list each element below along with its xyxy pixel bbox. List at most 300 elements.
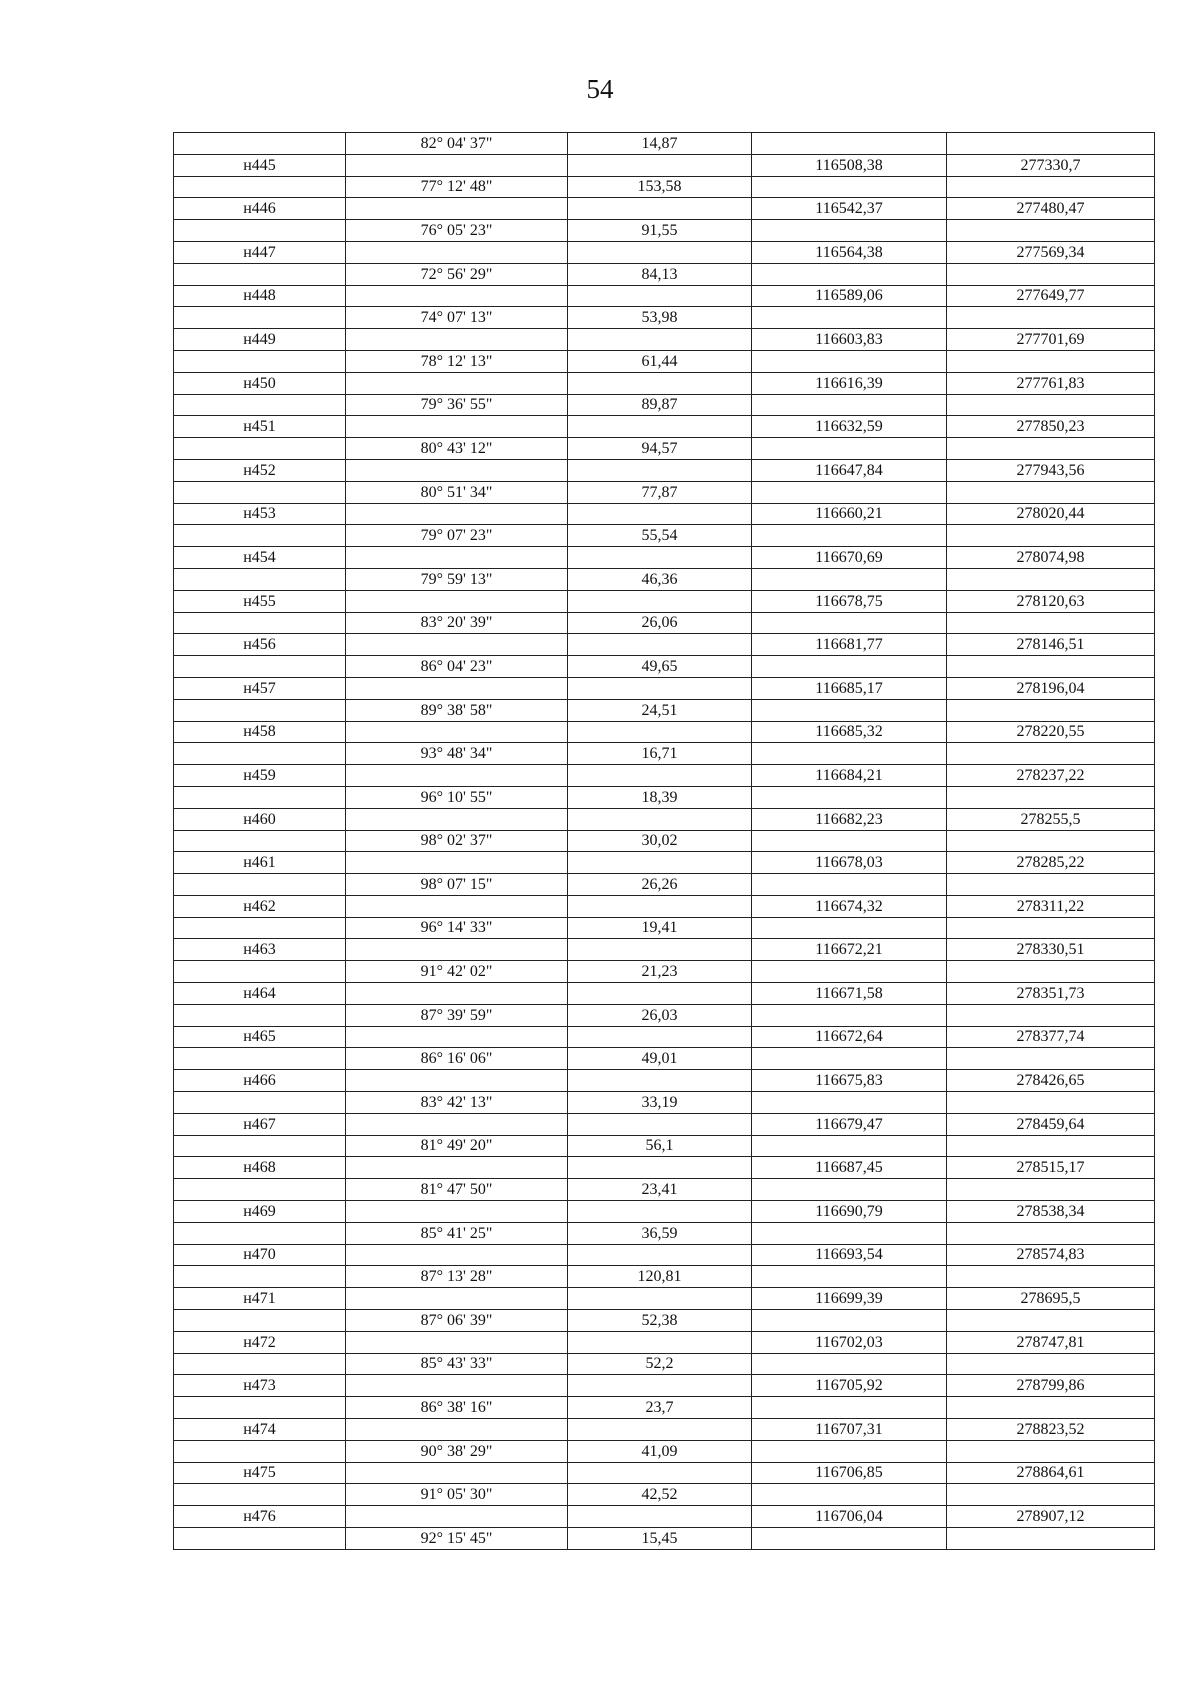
point-id-cell: н459 — [174, 765, 346, 787]
y-coordinate-cell: 278459,64 — [947, 1113, 1155, 1135]
x-coordinate-cell: 116679,47 — [752, 1113, 947, 1135]
distance-cell: 52,38 — [568, 1310, 752, 1332]
y-coordinate-cell: 278330,51 — [947, 939, 1155, 961]
distance-cell: 41,09 — [568, 1440, 752, 1462]
distance-cell — [568, 1157, 752, 1179]
y-coordinate-cell — [947, 394, 1155, 416]
point-id-cell: н451 — [174, 416, 346, 438]
x-coordinate-cell — [752, 786, 947, 808]
table-row — [174, 241, 1155, 263]
distance-cell — [568, 590, 752, 612]
direction-angle-cell — [346, 154, 568, 176]
x-coordinate-cell — [752, 1222, 947, 1244]
distance-cell: 18,39 — [568, 786, 752, 808]
point-id-cell — [174, 220, 346, 242]
direction-angle-cell: 79° 59' 13" — [346, 568, 568, 590]
y-coordinate-cell — [947, 874, 1155, 896]
direction-angle-cell — [346, 852, 568, 874]
point-id-cell — [174, 1310, 346, 1332]
distance-cell: 55,54 — [568, 525, 752, 547]
table-row — [174, 1462, 1155, 1484]
table-row — [174, 1288, 1155, 1310]
direction-angle-cell — [346, 1070, 568, 1092]
direction-angle-cell: 92° 15' 45" — [346, 1528, 568, 1550]
distance-cell — [568, 547, 752, 569]
point-id-cell — [174, 438, 346, 460]
direction-angle-cell — [346, 1375, 568, 1397]
distance-cell — [568, 372, 752, 394]
point-id-cell: н467 — [174, 1113, 346, 1135]
y-coordinate-cell: 278695,5 — [947, 1288, 1155, 1310]
y-coordinate-cell — [947, 743, 1155, 765]
x-coordinate-cell — [752, 699, 947, 721]
direction-angle-cell: 83° 42' 13" — [346, 1092, 568, 1114]
table-row — [174, 1506, 1155, 1528]
point-id-cell: н457 — [174, 677, 346, 699]
point-id-cell — [174, 917, 346, 939]
table-row — [174, 568, 1155, 590]
table-row — [174, 612, 1155, 634]
point-id-cell: н473 — [174, 1375, 346, 1397]
distance-cell: 14,87 — [568, 133, 752, 155]
x-coordinate-cell — [752, 1310, 947, 1332]
x-coordinate-cell: 116508,38 — [752, 154, 947, 176]
distance-cell: 26,26 — [568, 874, 752, 896]
y-coordinate-cell — [947, 1048, 1155, 1070]
direction-angle-cell — [346, 677, 568, 699]
x-coordinate-cell: 116678,75 — [752, 590, 947, 612]
table-row — [174, 1201, 1155, 1223]
distance-cell — [568, 503, 752, 525]
direction-angle-cell: 91° 42' 02" — [346, 961, 568, 983]
x-coordinate-cell: 116707,31 — [752, 1419, 947, 1441]
y-coordinate-cell — [947, 1310, 1155, 1332]
table-row — [174, 917, 1155, 939]
direction-angle-cell — [346, 372, 568, 394]
table-row — [174, 1026, 1155, 1048]
y-coordinate-cell — [947, 568, 1155, 590]
table-row — [174, 547, 1155, 569]
direction-angle-cell — [346, 503, 568, 525]
table-row — [174, 1440, 1155, 1462]
distance-cell — [568, 1506, 752, 1528]
direction-angle-cell — [346, 1506, 568, 1528]
point-id-cell — [174, 1222, 346, 1244]
distance-cell — [568, 285, 752, 307]
direction-angle-cell: 87° 39' 59" — [346, 1004, 568, 1026]
direction-angle-cell: 76° 05' 23" — [346, 220, 568, 242]
direction-angle-cell — [346, 983, 568, 1005]
point-id-cell — [174, 568, 346, 590]
table-row — [174, 350, 1155, 372]
table-row — [174, 852, 1155, 874]
y-coordinate-cell: 278864,61 — [947, 1462, 1155, 1484]
x-coordinate-cell — [752, 1484, 947, 1506]
x-coordinate-cell — [752, 874, 947, 896]
distance-cell: 94,57 — [568, 438, 752, 460]
x-coordinate-cell: 116705,92 — [752, 1375, 947, 1397]
distance-cell: 49,01 — [568, 1048, 752, 1070]
direction-angle-cell: 86° 16' 06" — [346, 1048, 568, 1070]
point-id-cell — [174, 961, 346, 983]
x-coordinate-cell: 116674,32 — [752, 895, 947, 917]
x-coordinate-cell — [752, 1048, 947, 1070]
x-coordinate-cell: 116564,38 — [752, 241, 947, 263]
table-row — [174, 1092, 1155, 1114]
x-coordinate-cell: 116693,54 — [752, 1244, 947, 1266]
distance-cell — [568, 329, 752, 351]
y-coordinate-cell — [947, 656, 1155, 678]
point-id-cell — [174, 1484, 346, 1506]
y-coordinate-cell: 278574,83 — [947, 1244, 1155, 1266]
y-coordinate-cell: 278426,65 — [947, 1070, 1155, 1092]
y-coordinate-cell: 278351,73 — [947, 983, 1155, 1005]
direction-angle-cell: 87° 13' 28" — [346, 1266, 568, 1288]
x-coordinate-cell — [752, 1353, 947, 1375]
y-coordinate-cell — [947, 133, 1155, 155]
point-id-cell: н471 — [174, 1288, 346, 1310]
direction-angle-cell: 72° 56' 29" — [346, 263, 568, 285]
x-coordinate-cell — [752, 830, 947, 852]
table-row — [174, 1484, 1155, 1506]
point-id-cell — [174, 307, 346, 329]
distance-cell — [568, 1462, 752, 1484]
x-coordinate-cell — [752, 176, 947, 198]
distance-cell: 30,02 — [568, 830, 752, 852]
table-row — [174, 1157, 1155, 1179]
point-id-cell — [174, 1266, 346, 1288]
coordinates-table — [173, 132, 1155, 1550]
x-coordinate-cell: 116672,21 — [752, 939, 947, 961]
direction-angle-cell — [346, 1331, 568, 1353]
table-row — [174, 656, 1155, 678]
y-coordinate-cell — [947, 1004, 1155, 1026]
x-coordinate-cell: 116699,39 — [752, 1288, 947, 1310]
y-coordinate-cell — [947, 786, 1155, 808]
y-coordinate-cell — [947, 1266, 1155, 1288]
x-coordinate-cell — [752, 612, 947, 634]
distance-cell — [568, 1331, 752, 1353]
direction-angle-cell: 98° 07' 15" — [346, 874, 568, 896]
table-row — [174, 961, 1155, 983]
table-row — [174, 1331, 1155, 1353]
point-id-cell — [174, 830, 346, 852]
point-id-cell: н456 — [174, 634, 346, 656]
table-row — [174, 263, 1155, 285]
distance-cell — [568, 634, 752, 656]
point-id-cell: н458 — [174, 721, 346, 743]
x-coordinate-cell — [752, 438, 947, 460]
distance-cell: 84,13 — [568, 263, 752, 285]
distance-cell — [568, 1026, 752, 1048]
distance-cell: 91,55 — [568, 220, 752, 242]
y-coordinate-cell — [947, 1528, 1155, 1550]
distance-cell: 77,87 — [568, 481, 752, 503]
x-coordinate-cell: 116678,03 — [752, 852, 947, 874]
direction-angle-cell — [346, 1201, 568, 1223]
x-coordinate-cell — [752, 350, 947, 372]
table-row — [174, 634, 1155, 656]
y-coordinate-cell — [947, 263, 1155, 285]
y-coordinate-cell — [947, 1353, 1155, 1375]
table-row — [174, 1528, 1155, 1550]
distance-cell — [568, 459, 752, 481]
y-coordinate-cell: 278747,81 — [947, 1331, 1155, 1353]
y-coordinate-cell: 277330,7 — [947, 154, 1155, 176]
x-coordinate-cell — [752, 1528, 947, 1550]
x-coordinate-cell — [752, 1092, 947, 1114]
distance-cell — [568, 677, 752, 699]
y-coordinate-cell — [947, 1484, 1155, 1506]
table-row — [174, 786, 1155, 808]
x-coordinate-cell — [752, 1397, 947, 1419]
x-coordinate-cell: 116685,17 — [752, 677, 947, 699]
direction-angle-cell: 79° 36' 55" — [346, 394, 568, 416]
table-row — [174, 285, 1155, 307]
y-coordinate-cell: 278196,04 — [947, 677, 1155, 699]
x-coordinate-cell — [752, 307, 947, 329]
direction-angle-cell: 96° 14' 33" — [346, 917, 568, 939]
direction-angle-cell: 78° 12' 13" — [346, 350, 568, 372]
point-id-cell — [174, 1440, 346, 1462]
y-coordinate-cell: 278220,55 — [947, 721, 1155, 743]
distance-cell — [568, 1244, 752, 1266]
distance-cell: 89,87 — [568, 394, 752, 416]
distance-cell — [568, 1419, 752, 1441]
y-coordinate-cell: 278120,63 — [947, 590, 1155, 612]
x-coordinate-cell: 116542,37 — [752, 198, 947, 220]
point-id-cell — [174, 1179, 346, 1201]
x-coordinate-cell — [752, 961, 947, 983]
distance-cell — [568, 721, 752, 743]
x-coordinate-cell: 116671,58 — [752, 983, 947, 1005]
y-coordinate-cell: 278799,86 — [947, 1375, 1155, 1397]
distance-cell: 21,23 — [568, 961, 752, 983]
point-id-cell: н463 — [174, 939, 346, 961]
distance-cell — [568, 241, 752, 263]
point-id-cell — [174, 656, 346, 678]
point-id-cell — [174, 786, 346, 808]
distance-cell: 23,7 — [568, 1397, 752, 1419]
table-row — [174, 1419, 1155, 1441]
y-coordinate-cell — [947, 612, 1155, 634]
x-coordinate-cell: 116675,83 — [752, 1070, 947, 1092]
direction-angle-cell: 80° 43' 12" — [346, 438, 568, 460]
direction-angle-cell — [346, 241, 568, 263]
x-coordinate-cell — [752, 1004, 947, 1026]
table-row — [174, 154, 1155, 176]
distance-cell: 15,45 — [568, 1528, 752, 1550]
direction-angle-cell: 96° 10' 55" — [346, 786, 568, 808]
y-coordinate-cell: 277701,69 — [947, 329, 1155, 351]
table-row — [174, 874, 1155, 896]
table-row — [174, 1135, 1155, 1157]
table-row — [174, 133, 1155, 155]
direction-angle-cell: 82° 04' 37" — [346, 133, 568, 155]
distance-cell: 36,59 — [568, 1222, 752, 1244]
table-row — [174, 459, 1155, 481]
table-row — [174, 677, 1155, 699]
point-id-cell: н461 — [174, 852, 346, 874]
y-coordinate-cell — [947, 1135, 1155, 1157]
y-coordinate-cell — [947, 307, 1155, 329]
y-coordinate-cell: 277850,23 — [947, 416, 1155, 438]
point-id-cell: н465 — [174, 1026, 346, 1048]
y-coordinate-cell — [947, 176, 1155, 198]
y-coordinate-cell: 278074,98 — [947, 547, 1155, 569]
point-id-cell: н475 — [174, 1462, 346, 1484]
distance-cell — [568, 1070, 752, 1092]
distance-cell — [568, 765, 752, 787]
table-row — [174, 1353, 1155, 1375]
x-coordinate-cell: 116603,83 — [752, 329, 947, 351]
x-coordinate-cell: 116702,03 — [752, 1331, 947, 1353]
x-coordinate-cell — [752, 1179, 947, 1201]
distance-cell — [568, 154, 752, 176]
table-row — [174, 1113, 1155, 1135]
table-row — [174, 220, 1155, 242]
y-coordinate-cell: 278146,51 — [947, 634, 1155, 656]
distance-cell — [568, 416, 752, 438]
distance-cell: 42,52 — [568, 1484, 752, 1506]
direction-angle-cell — [346, 721, 568, 743]
distance-cell — [568, 808, 752, 830]
x-coordinate-cell — [752, 656, 947, 678]
distance-cell: 153,58 — [568, 176, 752, 198]
direction-angle-cell — [346, 939, 568, 961]
table-row — [174, 1179, 1155, 1201]
x-coordinate-cell: 116690,79 — [752, 1201, 947, 1223]
table-row — [174, 939, 1155, 961]
direction-angle-cell — [346, 1419, 568, 1441]
distance-cell — [568, 1288, 752, 1310]
y-coordinate-cell — [947, 1222, 1155, 1244]
direction-angle-cell: 80° 51' 34" — [346, 481, 568, 503]
x-coordinate-cell: 116685,32 — [752, 721, 947, 743]
y-coordinate-cell — [947, 438, 1155, 460]
table-row — [174, 503, 1155, 525]
direction-angle-cell — [346, 1026, 568, 1048]
x-coordinate-cell: 116647,84 — [752, 459, 947, 481]
y-coordinate-cell — [947, 350, 1155, 372]
distance-cell — [568, 983, 752, 1005]
direction-angle-cell — [346, 765, 568, 787]
distance-cell: 23,41 — [568, 1179, 752, 1201]
direction-angle-cell — [346, 198, 568, 220]
point-id-cell — [174, 612, 346, 634]
distance-cell — [568, 852, 752, 874]
direction-angle-cell: 81° 47' 50" — [346, 1179, 568, 1201]
point-id-cell: н447 — [174, 241, 346, 263]
direction-angle-cell: 74° 07' 13" — [346, 307, 568, 329]
point-id-cell: н449 — [174, 329, 346, 351]
y-coordinate-cell — [947, 917, 1155, 939]
x-coordinate-cell — [752, 917, 947, 939]
table-row — [174, 372, 1155, 394]
y-coordinate-cell: 278377,74 — [947, 1026, 1155, 1048]
distance-cell: 16,71 — [568, 743, 752, 765]
table-row — [174, 721, 1155, 743]
point-id-cell: н445 — [174, 154, 346, 176]
table-row — [174, 416, 1155, 438]
y-coordinate-cell: 278907,12 — [947, 1506, 1155, 1528]
direction-angle-cell: 86° 04' 23" — [346, 656, 568, 678]
y-coordinate-cell: 278538,34 — [947, 1201, 1155, 1223]
y-coordinate-cell: 278255,5 — [947, 808, 1155, 830]
point-id-cell: н446 — [174, 198, 346, 220]
distance-cell — [568, 895, 752, 917]
x-coordinate-cell: 116589,06 — [752, 285, 947, 307]
point-id-cell: н460 — [174, 808, 346, 830]
table-row — [174, 743, 1155, 765]
table-row — [174, 1004, 1155, 1026]
y-coordinate-cell — [947, 830, 1155, 852]
table-row — [174, 699, 1155, 721]
direction-angle-cell: 83° 20' 39" — [346, 612, 568, 634]
direction-angle-cell — [346, 1157, 568, 1179]
point-id-cell: н476 — [174, 1506, 346, 1528]
y-coordinate-cell: 277943,56 — [947, 459, 1155, 481]
point-id-cell: н470 — [174, 1244, 346, 1266]
direction-angle-cell: 81° 49' 20" — [346, 1135, 568, 1157]
direction-angle-cell: 93° 48' 34" — [346, 743, 568, 765]
distance-cell — [568, 198, 752, 220]
distance-cell — [568, 939, 752, 961]
table-row — [174, 481, 1155, 503]
point-id-cell: н455 — [174, 590, 346, 612]
table-row — [174, 1310, 1155, 1332]
point-id-cell: н448 — [174, 285, 346, 307]
point-id-cell: н466 — [174, 1070, 346, 1092]
direction-angle-cell — [346, 634, 568, 656]
point-id-cell — [174, 1397, 346, 1419]
distance-cell: 52,2 — [568, 1353, 752, 1375]
distance-cell: 26,03 — [568, 1004, 752, 1026]
direction-angle-cell — [346, 895, 568, 917]
y-coordinate-cell — [947, 1440, 1155, 1462]
point-id-cell — [174, 263, 346, 285]
direction-angle-cell — [346, 1113, 568, 1135]
direction-angle-cell — [346, 808, 568, 830]
x-coordinate-cell: 116682,23 — [752, 808, 947, 830]
distance-cell: 46,36 — [568, 568, 752, 590]
distance-cell: 19,41 — [568, 917, 752, 939]
x-coordinate-cell: 116687,45 — [752, 1157, 947, 1179]
distance-cell: 56,1 — [568, 1135, 752, 1157]
y-coordinate-cell: 278515,17 — [947, 1157, 1155, 1179]
table-row — [174, 983, 1155, 1005]
distance-cell: 24,51 — [568, 699, 752, 721]
direction-angle-cell: 77° 12' 48" — [346, 176, 568, 198]
direction-angle-cell: 90° 38' 29" — [346, 1440, 568, 1462]
point-id-cell — [174, 176, 346, 198]
table-row — [174, 1375, 1155, 1397]
x-coordinate-cell: 116672,64 — [752, 1026, 947, 1048]
direction-angle-cell — [346, 590, 568, 612]
x-coordinate-cell — [752, 525, 947, 547]
direction-angle-cell — [346, 1288, 568, 1310]
table-row — [174, 1397, 1155, 1419]
point-id-cell — [174, 133, 346, 155]
point-id-cell: н452 — [174, 459, 346, 481]
point-id-cell — [174, 1092, 346, 1114]
x-coordinate-cell: 116660,21 — [752, 503, 947, 525]
y-coordinate-cell: 278823,52 — [947, 1419, 1155, 1441]
x-coordinate-cell — [752, 1440, 947, 1462]
direction-angle-cell — [346, 1244, 568, 1266]
y-coordinate-cell: 278311,22 — [947, 895, 1155, 917]
y-coordinate-cell — [947, 699, 1155, 721]
